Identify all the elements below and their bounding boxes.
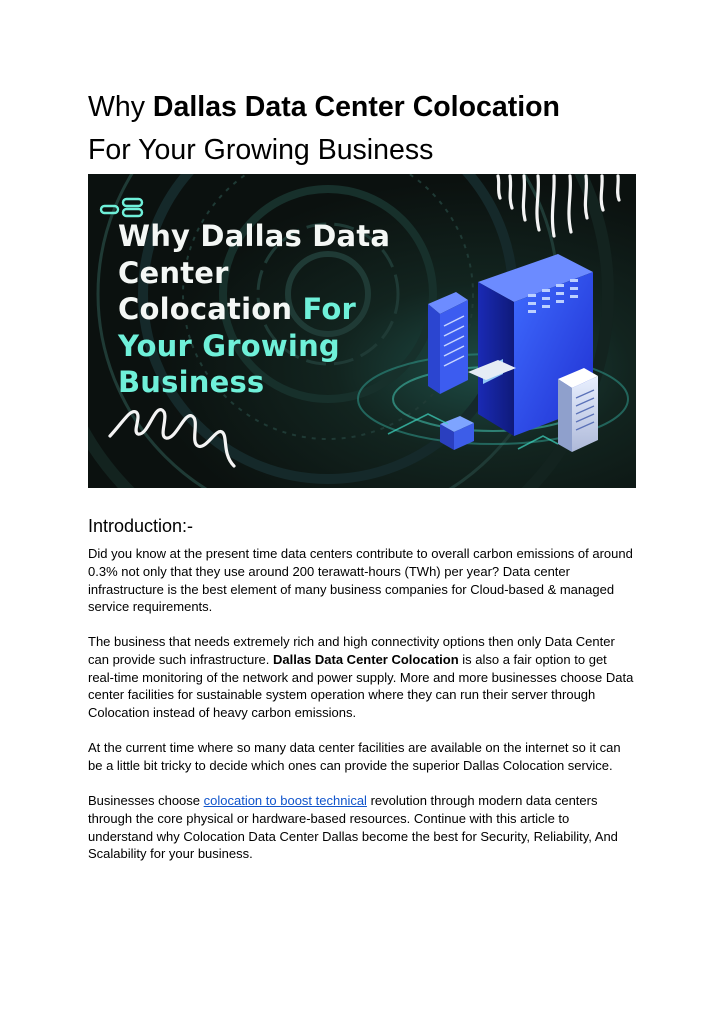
intro-paragraph-1: Did you know at the present time data centers contribute to overall carbon emissions of around 0.3% not only that they use around 200 terawatt-hours (TWh) per year? Data center infrastructure is the best element of many business companies for Cloud-based & managed service requirements. — [88, 546, 633, 615]
title-line2: For Your Growing Business — [88, 134, 434, 166]
introduction-heading: Introduction:- — [88, 516, 194, 536]
page-title — [88, 86, 648, 172]
p4-text-end: revolution through modern data centers through the core physical or hardware-based resources. Continue with this article to understand why Colocation Data Center Dallas become the best for Security, Reliability, And Scalability for your business. — [88, 793, 618, 862]
intro-paragraph-3: At the current time where so many data center facilities are available on the internet so it can be a little bit tricky to decide which ones can provide the superior Dallas Colocation service. — [88, 740, 621, 773]
title-bold: Dallas Data Center Colocation — [152, 91, 560, 123]
p2-text-start: The business that needs extremely rich and high connectivity options then only Data Center can provide such infrastructure. — [88, 634, 615, 667]
hero-line-2: Center — [118, 255, 229, 290]
title-prefix: Why — [88, 91, 153, 123]
hero-line-3-cyan: For — [302, 292, 356, 326]
hero-line-1: Why Dallas Data — [118, 219, 391, 253]
hero-line-5: Business — [118, 365, 265, 399]
colocation-link[interactable]: colocation to boost technical — [203, 793, 367, 808]
hero-banner-image — [88, 174, 636, 488]
p2-text-end: is also a fair option to get real-time monitoring of the network and power supply. More and more businesses choose Data center facilities for sustainable system operation where they can run their server through Colocation instead of heavy carbon emissions. — [88, 651, 634, 721]
hero-heading — [118, 218, 390, 401]
p4-text-start: Businesses choose — [88, 793, 204, 808]
intro-paragraph-2 — [88, 633, 636, 722]
intro-paragraph-4 — [88, 792, 636, 863]
hero-line-3-white: Colocation — [118, 292, 303, 326]
p2-bold-keyword: Dallas Data Center Colocation — [272, 651, 459, 667]
hero-line-4: Your Growing — [118, 328, 340, 363]
small-server-right — [558, 368, 598, 452]
small-server-left — [428, 292, 468, 394]
